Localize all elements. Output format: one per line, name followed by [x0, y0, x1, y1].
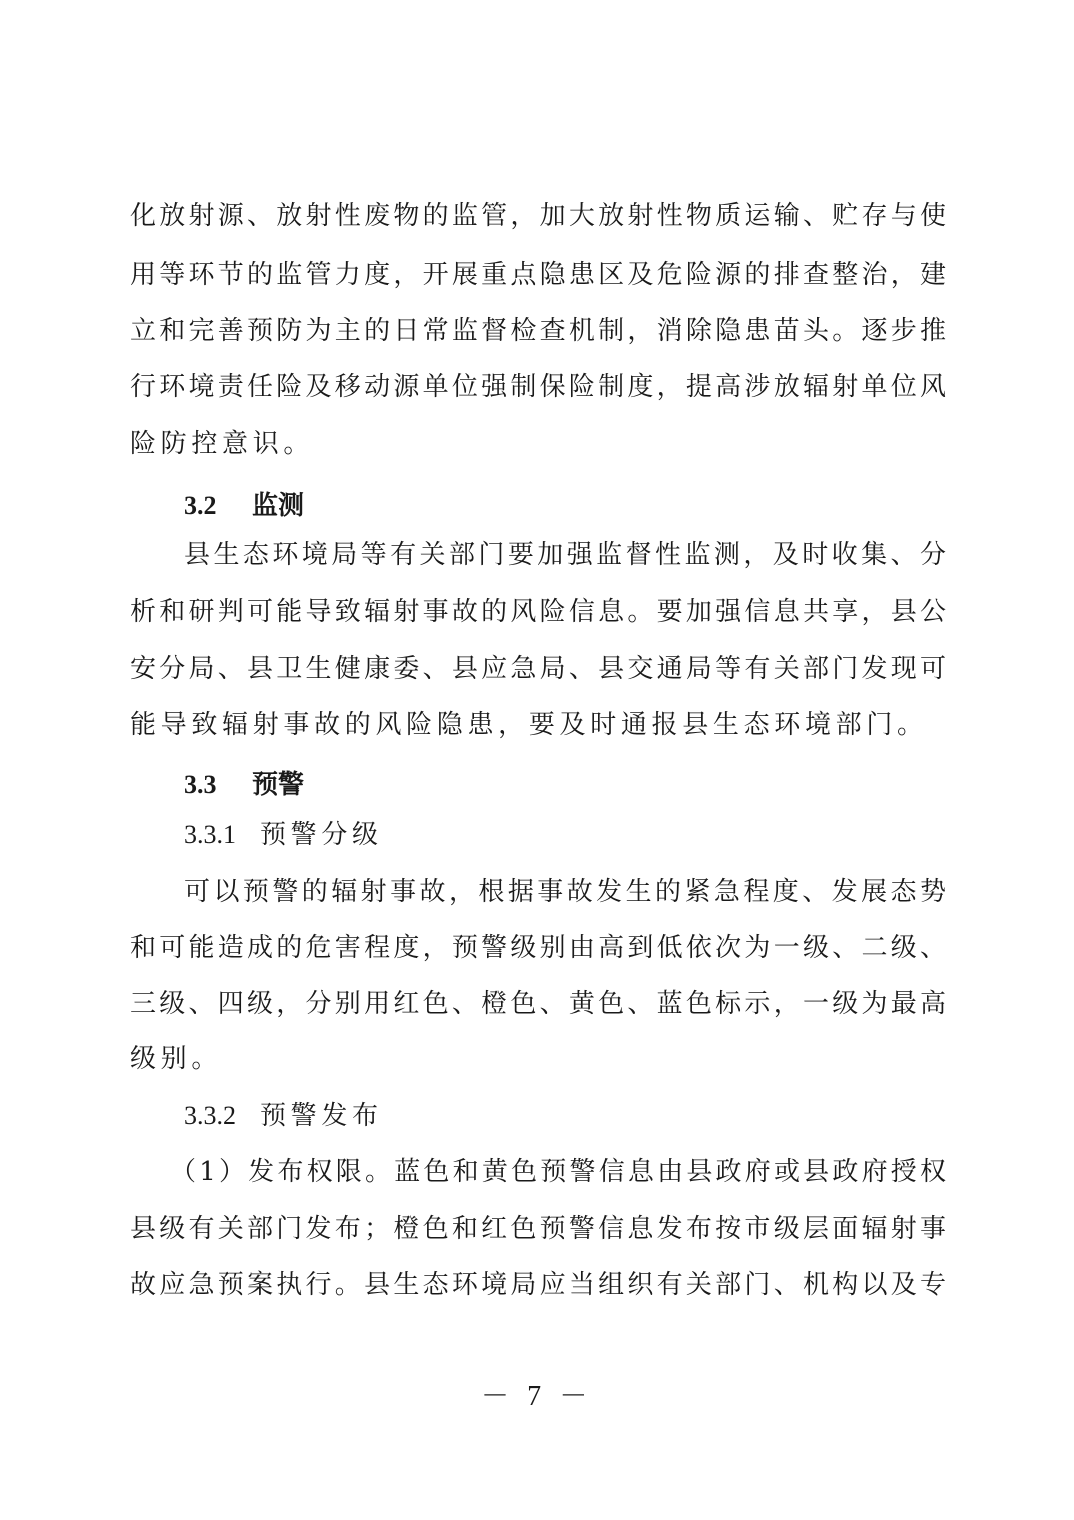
body-text-line: 化放射源、放射性废物的监管，加大放射性物质运输、贮存与使 — [130, 201, 946, 231]
section-number: 3.2 — [184, 491, 217, 520]
section-heading-3-2 — [184, 493, 304, 519]
subsection-title: 预警发布 — [260, 1101, 383, 1131]
body-text-line: 故应急预案执行。县生态环境局应当组织有关部门、机构以及专 — [130, 1270, 946, 1300]
subsection-heading-3-3-1 — [184, 822, 383, 848]
body-text-line: 县级有关部门发布；橙色和红色预警信息发布按市级层面辐射事 — [130, 1214, 946, 1244]
page-number: － 7 － — [480, 1381, 593, 1412]
subsection-number: 3.3.2 — [184, 1101, 236, 1130]
body-text-line: 用等环节的监管力度，开展重点隐患区及危险源的排查整治，建 — [130, 260, 946, 290]
section-title: 监测 — [252, 491, 305, 521]
section-heading-3-3 — [184, 772, 304, 798]
body-text-line: （1）发布权限。蓝色和黄色预警信息由县政府或县政府授权 — [170, 1157, 946, 1187]
body-text-line: 行环境责任险及移动源单位强制保险制度，提高涉放辐射单位风 — [130, 372, 946, 402]
body-text-line: 立和完善预防为主的日常监督检查机制，消除隐患苗头。逐步推 — [130, 316, 946, 346]
body-text-line: 三级、四级，分别用红色、橙色、黄色、蓝色标示，一级为最高 — [130, 989, 946, 1019]
body-text-line: 析和研判可能导致辐射事故的风险信息。要加强信息共享，县公 — [130, 597, 946, 627]
subsection-heading-3-3-2 — [184, 1103, 383, 1129]
section-title: 预警 — [252, 770, 305, 800]
subsection-number: 3.3.1 — [184, 820, 236, 849]
body-text-line: 安分局、县卫生健康委、县应急局、县交通局等有关部门发现可 — [130, 654, 946, 684]
body-text-line: 和可能造成的危害程度，预警级别由高到低依次为一级、二级、 — [130, 933, 946, 963]
subsection-title: 预警分级 — [260, 820, 383, 850]
body-text-line: 县生态环境局等有关部门要加强监督性监测，及时收集、分 — [184, 540, 946, 570]
body-text-line: 险防控意识。 — [130, 429, 315, 459]
body-text-line: 级别。 — [130, 1044, 223, 1074]
section-number: 3.3 — [184, 770, 217, 799]
body-text-line: 可以预警的辐射事故，根据事故发生的紧急程度、发展态势 — [184, 877, 946, 907]
body-text-line: 能导致辐射事故的风险隐患，要及时通报县生态环境部门。 — [130, 710, 928, 740]
